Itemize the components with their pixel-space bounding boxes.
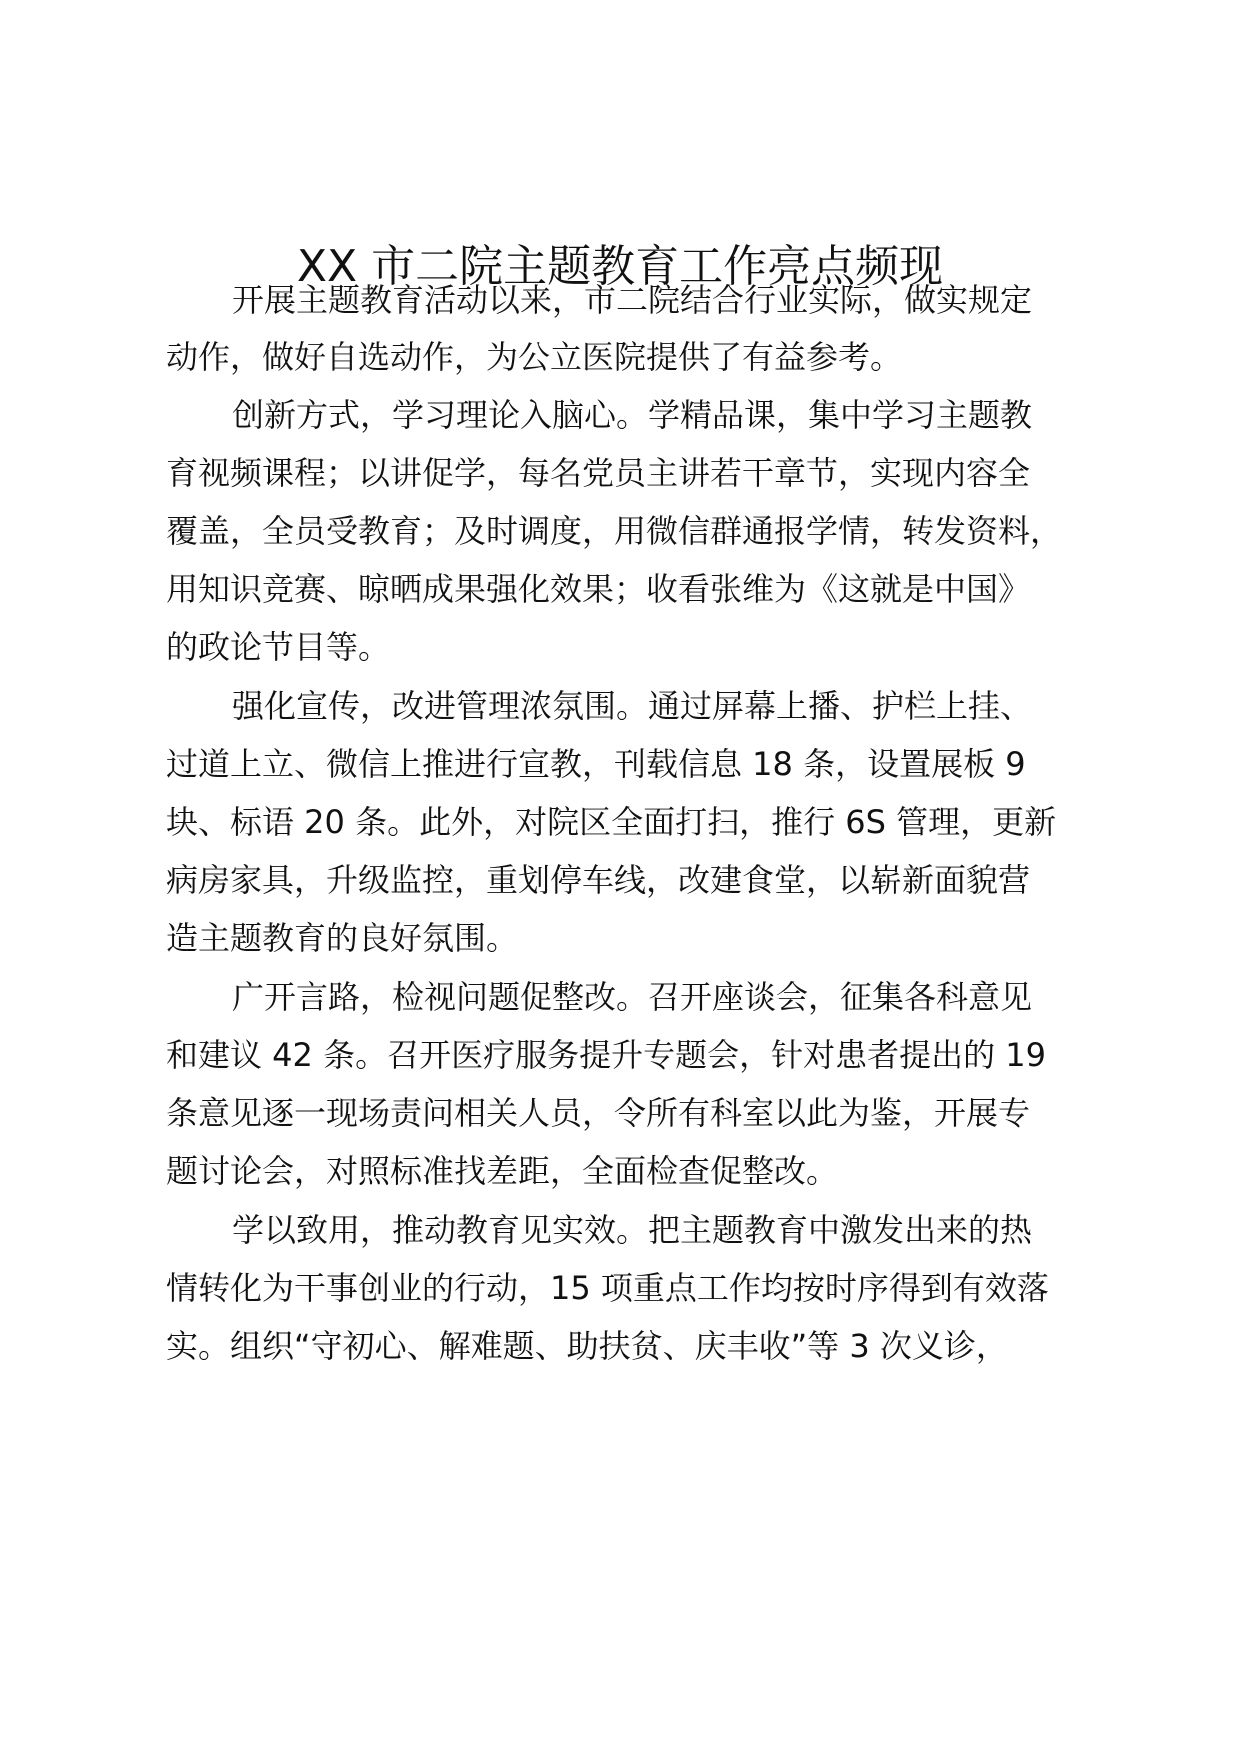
paragraph-3-line-2: 过道上立、微信上推进行宣教，刊载信息 18 条，设置展板 9 [166, 745, 1026, 783]
paragraph-4-line-3: 条意见逐一现场责问相关人员，令所有科室以此为鉴，开展专 [166, 1094, 1031, 1132]
paragraph-4-line-2: 和建议 42 条。召开医疗服务提升专题会，针对患者提出的 19 [166, 1036, 1046, 1074]
paragraph-3-line-4: 病房家具，升级监控，重划停车线，改建食堂，以崭新面貌营 [166, 861, 1031, 899]
paragraph-1-line-1: 开展主题教育活动以来，市二院结合行业实际，做实规定 [232, 281, 1033, 319]
paragraph-4-line-1: 广开言路，检视问题促整改。召开座谈会，征集各科意见 [232, 978, 1033, 1016]
paragraph-2-line-5: 的政论节目等。 [166, 628, 391, 666]
paragraph-2-line-3: 覆盖，全员受教育；及时调度，用微信群通报学情，转发资料， [166, 512, 1063, 550]
paragraph-3-line-3: 块、标语 20 条。此外，对院区全面打扫，推行 6S 管理，更新 [166, 803, 1057, 841]
paragraph-3-line-1: 强化宣传，改进管理浓氛围。通过屏幕上播、护栏上挂、 [232, 687, 1033, 725]
paragraph-5-line-1: 学以致用，推动教育见实效。把主题教育中激发出来的热 [232, 1211, 1033, 1249]
document-title: XX 市二院主题教育工作亮点频现 [296, 241, 944, 292]
paragraph-5-line-3: 实。组织“守初心、解难题、助扶贫、庆丰收”等 3 次义诊， [166, 1327, 1008, 1365]
paragraph-4-line-4: 题讨论会，对照标准找差距，全面检查促整改。 [166, 1152, 839, 1190]
paragraph-2-line-4: 用知识竞赛、晾晒成果强化效果；收看张维为《这就是中国》 [166, 570, 1031, 608]
paragraph-1-line-2: 动作，做好自选动作，为公立医院提供了有益参考。 [166, 338, 903, 376]
paragraph-2-line-2: 育视频课程；以讲促学，每名党员主讲若干章节，实现内容全 [166, 454, 1031, 492]
paragraph-5-line-2: 情转化为干事创业的行动，15 项重点工作均按时序得到有效落 [166, 1269, 1049, 1307]
paragraph-3-line-5: 造主题教育的良好氛围。 [166, 919, 519, 957]
paragraph-2-line-1: 创新方式，学习理论入脑心。学精品课，集中学习主题教 [232, 396, 1033, 434]
